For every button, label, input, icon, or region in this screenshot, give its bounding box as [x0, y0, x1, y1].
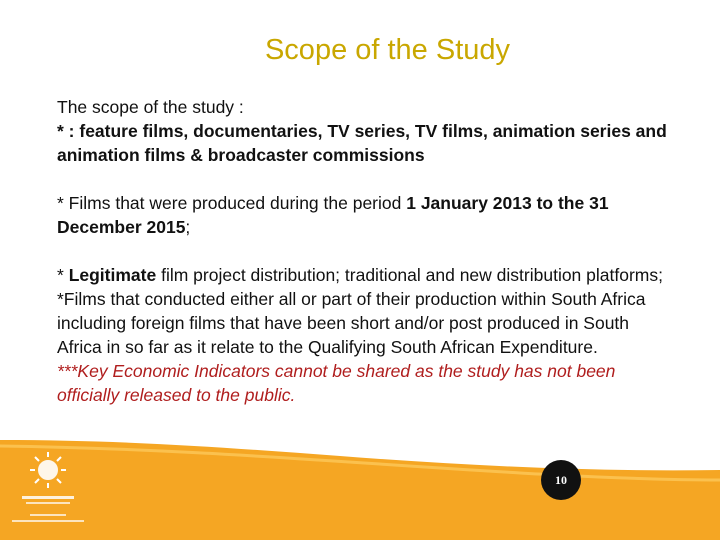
- disclaimer-note: ***Key Economic Indicators cannot be shared as the study has not been officially released to the public.: [57, 361, 616, 405]
- bullet-period: * Films that were produced during the period 1 January 2013 to the 31 December 2015;: [57, 193, 609, 237]
- page-number-badge: 10: [541, 460, 581, 500]
- footer-orange-wave: [0, 440, 720, 540]
- slide-title: Scope of the Study: [264, 34, 511, 66]
- sun-icon: [30, 452, 66, 488]
- bullet-production-location: *Films that conducted either all or part of their production within South Africa including foreign films that have been short and/or post produced in South Africa in so far as it relate to the Qualifying South African Expenditure.: [57, 289, 646, 357]
- nfvf-logo: [4, 448, 92, 532]
- slide-body: [57, 95, 667, 407]
- intro-text: The scope of the study :: [57, 97, 244, 117]
- bullet-distribution: * Legitimate film project distribution; traditional and new distribution platforms;: [57, 265, 663, 285]
- bullet-scope-types: * : feature films, documentaries, TV series, TV films, animation series and animation films & broadcaster commissions: [57, 121, 667, 165]
